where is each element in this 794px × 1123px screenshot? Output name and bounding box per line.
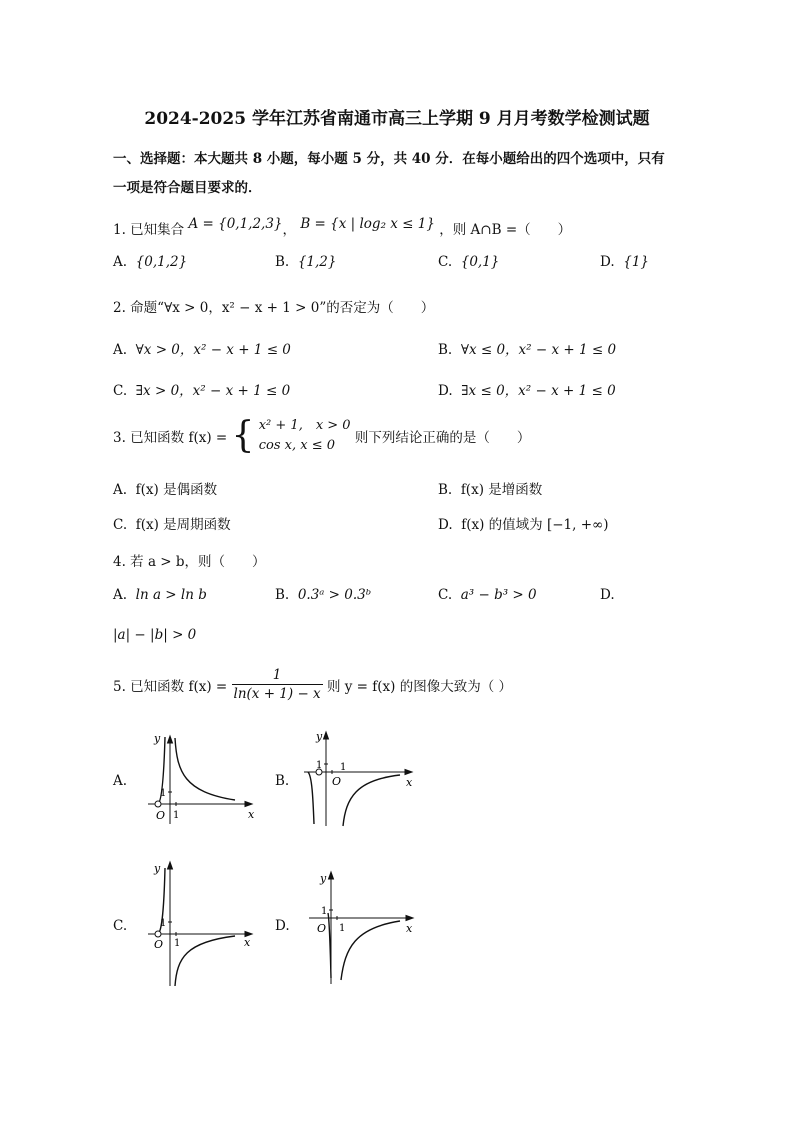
q5-stem-prefix: 5. 已知函数 f(x) = (113, 678, 228, 695)
q5d-x-label: x (406, 922, 413, 935)
q5-frac-den: ln(x + 1) − x (233, 686, 321, 702)
q5b-origin: O (332, 775, 342, 788)
q5c-x-label: x (244, 936, 251, 949)
q5a-x-one: 1 (173, 810, 180, 821)
q3-stem (113, 416, 530, 460)
q1-stem: 1. 已知集合 A = {0,1,2,3}， B = {x | log₂ x ≤ 1} ，则 A∩B =（ ） (113, 216, 572, 238)
section-header-line1: 一、选择题：本大题共 8 小题，每小题 5 分，共 40 分．在每小题给出的四个选项中，只有 (113, 151, 665, 167)
q5c-y-one: 1 (160, 918, 167, 929)
q3-option-a[interactable]: A. f(x) 是偶函数 (113, 482, 218, 498)
q5-frac-num: 1 (232, 666, 323, 685)
q3-stem-suffix: 则下列结论正确的是（ ） (354, 430, 531, 446)
q5-label-a[interactable]: A. (113, 773, 128, 789)
q4-option-a[interactable]: A. ln a > ln b (113, 587, 207, 603)
q5-fraction (232, 666, 323, 703)
q5c-y-label: y (154, 862, 161, 875)
q3-option-d[interactable]: D. f(x) 的值域为 [−1, +∞) (438, 517, 609, 533)
page-title: 2024-2025 学年江苏省南通市高三上学期 9 月月考数学检测试题 (144, 109, 650, 129)
q5-graph-b[interactable] (300, 728, 420, 828)
q1-option-b[interactable]: B. {1,2} (275, 254, 337, 270)
q1-option-c[interactable]: C. {0,1} (438, 254, 500, 270)
q2-option-b[interactable]: B. ∀x ≤ 0，x² − x + 1 ≤ 0 (438, 342, 617, 358)
q5a-y-one: 1 (160, 788, 167, 799)
q1-option-d[interactable]: D. {1} (600, 254, 650, 270)
q5-stem (113, 666, 512, 706)
q5c-origin: O (154, 938, 164, 951)
q3-piece1: x² + 1, x > 0 (258, 418, 351, 433)
q5d-x-one: 1 (339, 923, 346, 934)
q5b-x-label: x (406, 776, 413, 789)
q5-graph-c[interactable] (140, 858, 260, 990)
q4-option-d[interactable]: D. (600, 587, 615, 603)
q4-option-b[interactable]: B. 0.3ᵃ > 0.3ᵇ (275, 587, 372, 603)
q5a-y-label: y (154, 732, 161, 745)
q2-option-c[interactable]: C. ∃x > 0，x² − x + 1 ≤ 0 (113, 383, 291, 399)
q4-stem: 4. 若 a > b，则（ ） (113, 554, 266, 570)
q5c-x-one: 1 (174, 938, 181, 949)
q3-stem-prefix: 3. 已知函数 f(x) = (113, 430, 228, 446)
q5b-y-label: y (316, 730, 323, 743)
q5-label-c[interactable]: C. (113, 918, 128, 934)
q5d-origin: O (317, 922, 327, 935)
q4-option-c[interactable]: C. a³ − b³ > 0 (438, 587, 537, 603)
q2-option-a[interactable]: A. ∀x > 0，x² − x + 1 ≤ 0 (113, 342, 291, 358)
q1-set-a: A = {0,1,2,3} (188, 216, 283, 232)
q2-stem: 2. 命题“∀x > 0，x² − x + 1 > 0”的否定为（ ） (113, 300, 435, 316)
q1-stem-suffix: ，则 A∩B =（ ） (439, 222, 572, 238)
q5-label-b[interactable]: B. (275, 773, 290, 789)
section-header-line2: 一项是符合题目要求的． (113, 180, 262, 196)
q3-pieces (259, 416, 351, 456)
q5-graph-a[interactable] (140, 732, 260, 827)
q5a-origin: O (156, 809, 166, 822)
q1-set-b: B = {x | log₂ x ≤ 1} (300, 216, 435, 232)
q3-piece2: cos x, x ≤ 0 (258, 438, 335, 453)
q5d-y-label: y (320, 872, 327, 885)
q3-brace: { (231, 415, 255, 456)
q4-option-d-continued: |a| − |b| > 0 (113, 627, 197, 643)
q3-option-b[interactable]: B. f(x) 是增函数 (438, 482, 543, 498)
q5b-x-one: 1 (340, 762, 347, 773)
q2-option-d[interactable]: D. ∃x ≤ 0，x² − x + 1 ≤ 0 (438, 383, 616, 399)
q5-label-d[interactable]: D. (275, 918, 290, 934)
q1-option-a[interactable]: A. {0,1,2} (113, 254, 188, 270)
q5-stem-suffix: 则 y = f(x) 的图像大致为（ ） (326, 678, 513, 695)
q3-option-c[interactable]: C. f(x) 是周期函数 (113, 517, 231, 533)
q5-graph-d[interactable] (305, 868, 420, 988)
q5b-y-one: 1 (316, 760, 323, 771)
q5a-x-label: x (248, 808, 255, 821)
q5d-y-one: 1 (321, 906, 328, 917)
q1-stem-prefix: 1. 已知集合 (113, 222, 185, 238)
